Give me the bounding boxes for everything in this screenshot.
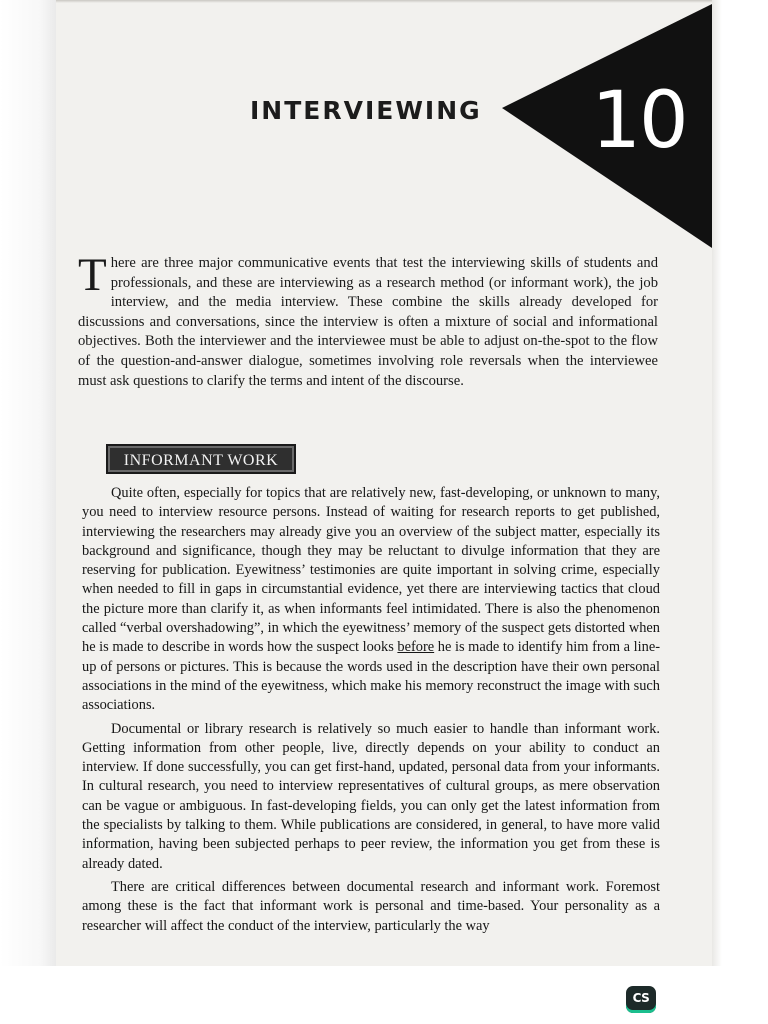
section-heading: INFORMANT WORK [123,452,279,469]
paragraph-1-text-b: he is made to identify him from a line-up of persons or pictures. This is because the words used in the description have their own personal associations in the mind of the eyewitness, which make his memory reconstruct the image with such associations. [82,639,661,714]
intro-text: here are three major communicative events that test the interviewing skills of students and professionals, and these are interviewing as a research method (or informant work), the job interview, and the media interview. These combine the skills already developed for discussions and conversations, since the interview is often a mixture of social and informational objectives. Both the interviewer and the interviewee must be able to adjust on-the-spot to the flow of the question-and-answer dialogue, sometimes involving role reversals when the interviewee must ask questions to clarify the terms and intent of the discourse. [78,255,658,389]
section-heading-box [106,444,296,474]
paragraph-1-text-a: Quite often, especially for topics that are relatively new, fast-developing, or unknown to many, you need to interview resource persons. Instead of waiting for research reports to get published, interviewing the researchers may already give you an overview of the subject matter, especially its background and significance, though they may be reluctant to divulge information that they are reserving for publication. Eyewitness’ testimonies are quite important in solving crime, especially when needed to fill in gaps in circumstantial evidence, yet there are interviewing tactics that cloud the picture more than clarify it, as when informants feel intimidated. There is also the phenomenon called “verbal overshadowing”, in which the eyewitness’ memory of the suspect gets distorted when he is made to describe in words how the suspect looks [82,485,660,656]
drop-cap-letter: T [78,249,107,301]
body-paragraph-3: There are critical differences between documental research and informant work. Foremost among these is the fact that informant work is personal and time-based. Your personality as a researcher will affect the conduct of the interview, particularly the way [82,878,660,934]
chapter-title: INTERVIEWING [250,96,482,125]
page-top-edge [56,0,712,3]
chapter-number: 10 [591,76,687,166]
page-edge-shadow [712,0,722,966]
intro-paragraph [78,249,658,391]
camscanner-badge-label: CS [632,991,650,1005]
chapter-number-block [502,4,712,248]
camscanner-badge [626,986,656,1013]
book-page [56,0,712,966]
underlined-word: before [397,639,435,656]
scan-margin [0,0,58,966]
body-paragraph-1 [82,484,660,716]
body-paragraph-2: Documental or library research is relatively so much easier to handle than informant work. Getting information from other people, live, directly depends on your ability to conduct an interview. If done successfully, you can get first-hand, updated, personal data from your informants. In cultural research, you need to interview representatives of cultural groups, as mere observation can be vague or ambiguous. In fast-developing fields, you can only get the latest information from the specialists by talking to them. While publications are considered, in general, to have more valid information, having been subjected perhaps to peer review, the information you get from these is already dated. [82,720,660,872]
section-body [82,484,660,940]
